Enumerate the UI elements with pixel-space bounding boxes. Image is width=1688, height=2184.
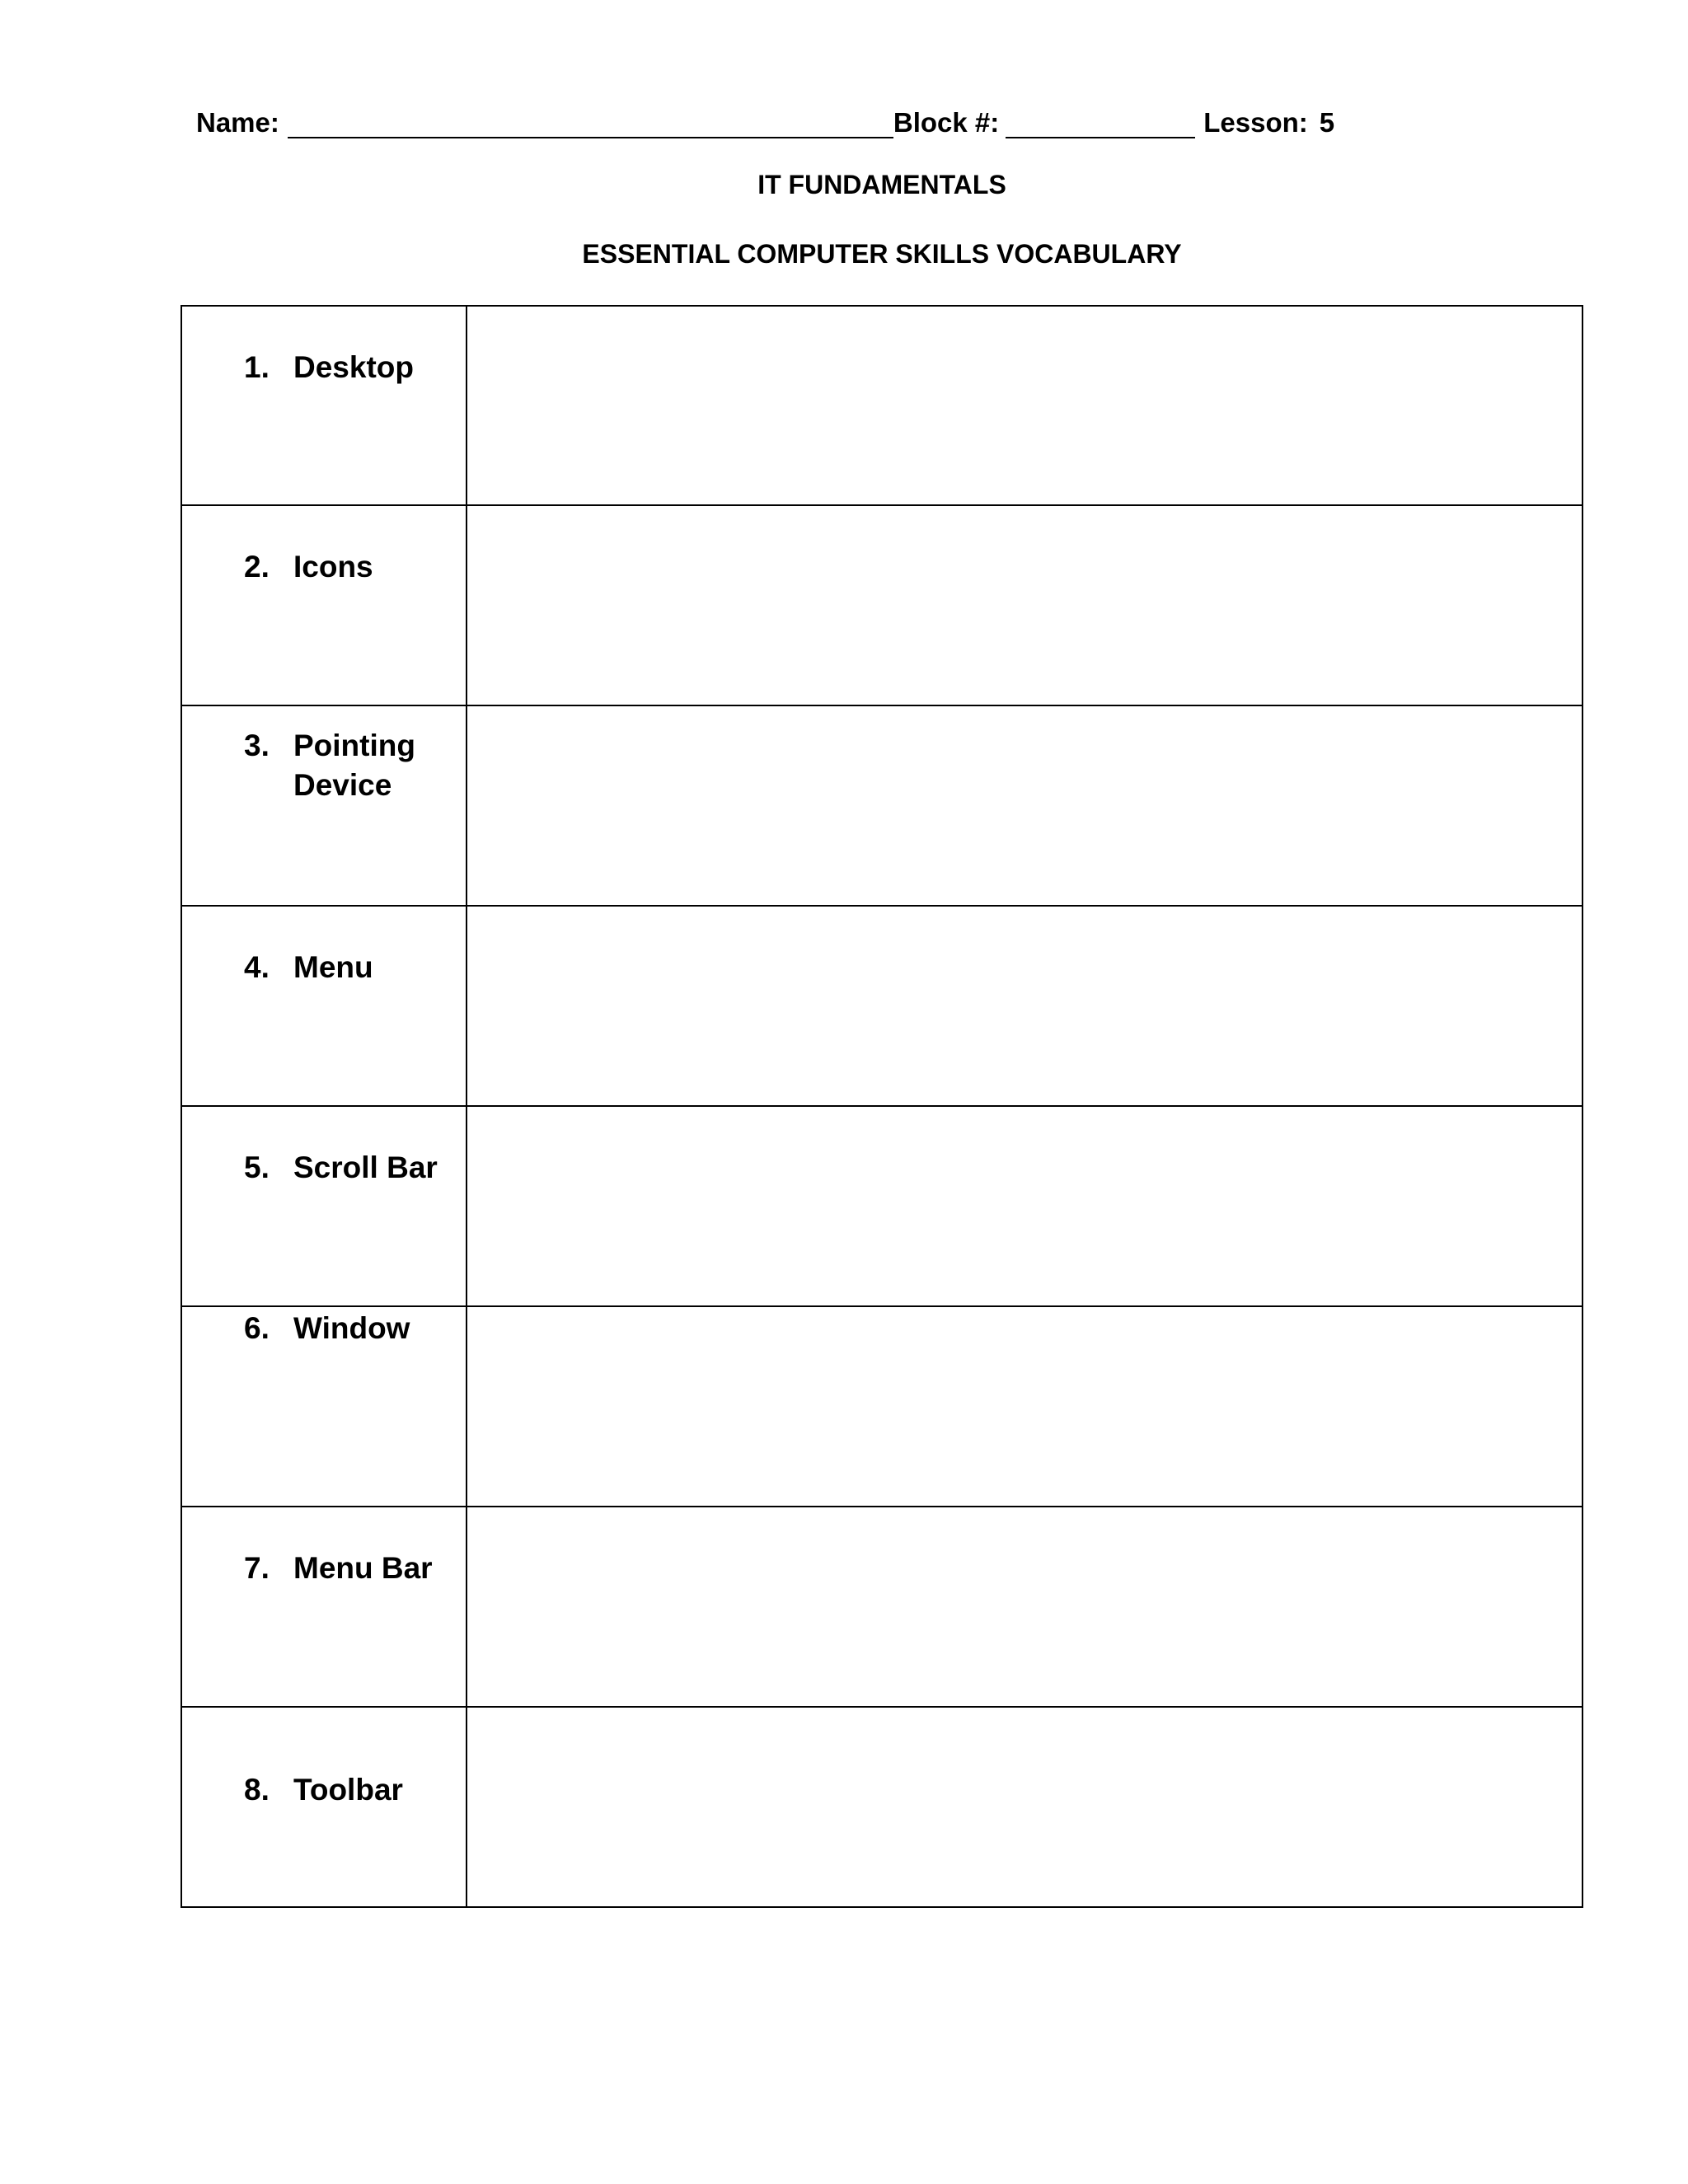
table-row <box>181 1507 1582 1707</box>
table-row <box>181 705 1582 906</box>
definition-cell[interactable] <box>467 1707 1582 1907</box>
lesson-value: 5 <box>1319 107 1335 138</box>
term-cell <box>181 505 467 705</box>
name-blank[interactable] <box>288 109 893 138</box>
table-row <box>181 906 1582 1106</box>
definition-cell[interactable] <box>467 1106 1582 1306</box>
term-number: 8. <box>244 1773 270 1807</box>
term-cell <box>181 1106 467 1306</box>
term-cell <box>181 1707 467 1907</box>
term-label: Pointing Device <box>293 729 415 802</box>
term-label: Window <box>293 1311 410 1345</box>
definition-cell[interactable] <box>467 1306 1582 1507</box>
student-info-line <box>196 99 1334 138</box>
term-label: Icons <box>293 550 373 583</box>
term-cell <box>181 906 467 1106</box>
term-number: 3. <box>244 729 270 762</box>
term-number: 7. <box>244 1551 270 1585</box>
table-row <box>181 1707 1582 1907</box>
term-number: 1. <box>244 350 270 384</box>
term-label: Menu <box>293 950 373 984</box>
block-label: Block #: <box>893 107 1000 138</box>
block-blank[interactable] <box>1006 109 1195 138</box>
term-label: Desktop <box>293 350 414 384</box>
vocabulary-table <box>181 305 1583 1908</box>
name-label: Name: <box>196 107 279 138</box>
table-row <box>181 1306 1582 1507</box>
term-number: 4. <box>244 950 270 984</box>
definition-cell[interactable] <box>467 1507 1582 1707</box>
term-cell <box>181 306 467 505</box>
definition-cell[interactable] <box>467 705 1582 906</box>
term-cell <box>181 705 467 906</box>
term-cell <box>181 1507 467 1707</box>
term-cell <box>181 1306 467 1507</box>
table-row <box>181 505 1582 705</box>
definition-cell[interactable] <box>467 306 1582 505</box>
term-number: 2. <box>244 550 270 583</box>
lesson-label: Lesson: <box>1203 107 1308 138</box>
definition-cell[interactable] <box>467 505 1582 705</box>
term-label: Menu Bar <box>293 1551 433 1585</box>
term-number: 6. <box>244 1311 270 1345</box>
table-row <box>181 306 1582 505</box>
term-label: Toolbar <box>293 1773 403 1807</box>
worksheet-title: ESSENTIAL COMPUTER SKILLS VOCABULARY <box>582 239 1182 269</box>
course-title: IT FUNDAMENTALS <box>757 170 1006 199</box>
term-number: 5. <box>244 1151 270 1184</box>
term-label: Scroll Bar <box>293 1151 438 1184</box>
table-row <box>181 1106 1582 1306</box>
definition-cell[interactable] <box>467 906 1582 1106</box>
